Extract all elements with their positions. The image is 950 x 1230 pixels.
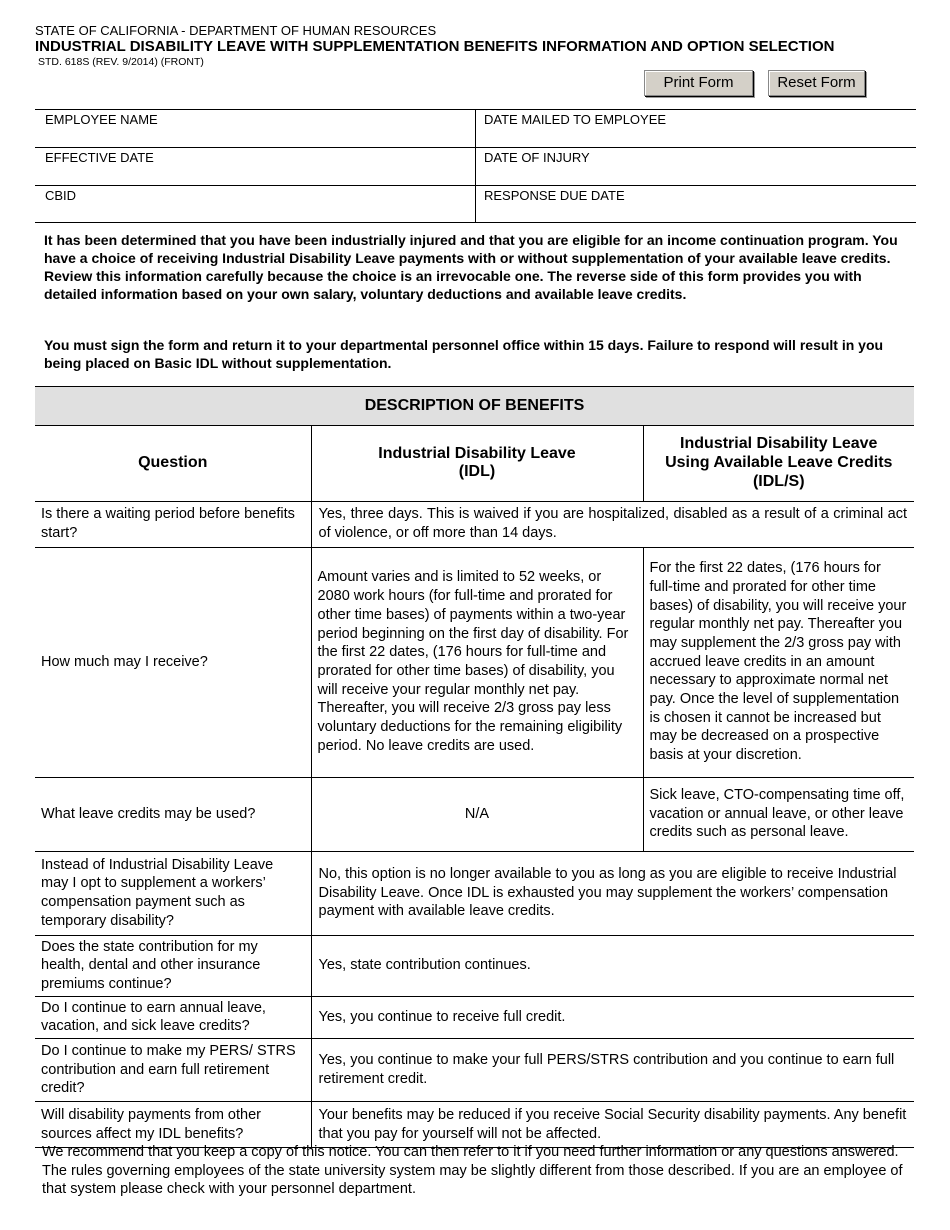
form-title: INDUSTRIAL DISABILITY LEAVE WITH SUPPLEMENTATION BENEFITS INFORMATION AND OPTION SELECTION bbox=[35, 38, 835, 55]
question-other-sources: Will disability payments from other sources affect my IDL benefits? bbox=[35, 1102, 311, 1148]
benefits-heading: DESCRIPTION OF BENEFITS bbox=[35, 386, 914, 426]
table-row bbox=[35, 777, 914, 851]
benefits-table bbox=[35, 426, 914, 1148]
answer-pers-strs: Yes, you continue to make your full PERS/STRS contribution and you continue to earn full retirement credit. bbox=[311, 1039, 914, 1102]
instruction-paragraph: You must sign the form and return it to your departmental personnel office within 15 days. Failure to respond will result in you being placed on Basic IDL without supplementation. bbox=[44, 337, 884, 371]
agency-name: STATE OF CALIFORNIA - DEPARTMENT OF HUMAN RESOURCES bbox=[35, 23, 437, 38]
question-supplement-wc: Instead of Industrial Disability Leave may I opt to supplement a workers’ compensation payment such as temporary disability? bbox=[35, 851, 311, 935]
answer-leave-credits-idl: N/A bbox=[311, 777, 643, 851]
answer-other-sources: Your benefits may be reduced if you receive Social Security disability payments. Any benefit that you pay for yourself will not be affected. bbox=[311, 1102, 914, 1148]
answer-supplement-wc: No, this option is no longer available to you as long as you are eligible to receive Industrial Disability Leave. Once IDL is exhausted you may supplement the workers’ compensation payment with available leave credits. bbox=[311, 851, 914, 935]
intro-paragraph: It has been determined that you have been industrially injured and that you are eligible for an income continuation program. You have a choice of receiving Industrial Disability Leave payments with or without supplementation of your available leave credits. Review this information carefully because the choice is an irrevocable one. The reverse side of this form provides you with detailed information based on your own salary, voluntary deductions and available leave credits. bbox=[44, 232, 898, 302]
answer-how-much-idls: For the first 22 dates, (176 hours for full-time and prorated for other time bases) of disability, you will receive your regular monthly net pay. Thereafter you may supplement the 2/3 gross pay with accrued leave credits in an amount necessary to approximate normal net pay. Once the level of supplementation is chosen it cannot be increased but may be decreased on a prospective basis at your discretion. bbox=[643, 547, 914, 777]
column-header-idl-line2: (IDL) bbox=[458, 463, 496, 481]
column-header-question: Question bbox=[35, 426, 311, 501]
reset-form-button[interactable]: Reset Form bbox=[768, 70, 865, 96]
answer-waiting-period: Yes, three days. This is waived if you are hospitalized, disabled as a result of a criminal act of violence, or off more than 14 days. bbox=[311, 501, 914, 547]
date-mailed-field[interactable] bbox=[476, 110, 916, 147]
answer-annual-leave: Yes, you continue to receive full credit. bbox=[311, 996, 914, 1038]
question-leave-credits: What leave credits may be used? bbox=[35, 777, 311, 851]
table-row bbox=[35, 1039, 914, 1102]
answer-leave-credits-idls: Sick leave, CTO-compensating time off, vacation or annual leave, or other leave credits such as personal leave. bbox=[643, 777, 914, 851]
effective-date-field[interactable] bbox=[35, 148, 476, 185]
response-due-label: RESPONSE DUE DATE bbox=[484, 188, 625, 203]
date-of-injury-label: DATE OF INJURY bbox=[484, 150, 590, 165]
question-pers-strs: Do I continue to make my PERS/ STRS contribution and earn full retirement credit? bbox=[35, 1039, 311, 1102]
employee-name-label: EMPLOYEE NAME bbox=[45, 112, 158, 127]
question-waiting-period: Is there a waiting period before benefits start? bbox=[35, 501, 311, 547]
employee-name-field[interactable] bbox=[35, 110, 476, 147]
column-header-idl bbox=[311, 426, 643, 501]
response-due-field[interactable] bbox=[476, 186, 916, 222]
column-header-idl-line1: Industrial Disability Leave bbox=[378, 444, 576, 462]
cbid-label: CBID bbox=[45, 188, 77, 203]
employee-info-grid bbox=[35, 109, 916, 223]
date-mailed-label: DATE MAILED TO EMPLOYEE bbox=[484, 112, 667, 127]
answer-insurance: Yes, state contribution continues. bbox=[311, 935, 914, 996]
cbid-field[interactable] bbox=[35, 186, 476, 222]
footer-notice: We recommend that you keep a copy of this notice. You can then refer to it if you need further information or any questions answered. The rules governing employees of the state university system may be slightly different from those described. If you are an employee of that system please check with your personnel department. bbox=[42, 1144, 903, 1198]
table-row bbox=[35, 851, 914, 935]
table-row bbox=[35, 547, 914, 777]
column-header-idls-line3: (IDL/S) bbox=[752, 472, 805, 490]
column-header-idls bbox=[643, 426, 914, 501]
column-header-idls-line2: Using Available Leave Credits bbox=[665, 453, 893, 471]
answer-how-much-idl: Amount varies and is limited to 52 weeks, or 2080 work hours (for full-time and prorated for other time bases) of payments within a two-year period beginning on the first day of disability. For the first 22 dates, (176 hours for full-time and prorated for other time bases) of disability, you will receive your regular monthly net pay. Thereafter, you will receive 2/3 gross pay less voluntary deductions for the remaining eligibility period. No leave credits are used. bbox=[311, 547, 643, 777]
table-row bbox=[35, 935, 914, 996]
table-row bbox=[35, 996, 914, 1038]
column-header-idls-line1: Industrial Disability Leave bbox=[680, 435, 878, 453]
date-of-injury-field[interactable] bbox=[476, 148, 916, 185]
question-how-much: How much may I receive? bbox=[35, 547, 311, 777]
table-row bbox=[35, 1102, 914, 1148]
effective-date-label: EFFECTIVE DATE bbox=[45, 150, 154, 165]
form-number: STD. 618S (REV. 9/2014) (FRONT) bbox=[38, 56, 204, 68]
table-header-row bbox=[35, 426, 914, 501]
question-insurance: Does the state contribution for my health, dental and other insurance premiums continue? bbox=[35, 935, 311, 996]
print-form-button[interactable]: Print Form bbox=[644, 70, 753, 96]
question-annual-leave: Do I continue to earn annual leave, vacation, and sick leave credits? bbox=[35, 996, 311, 1038]
table-row bbox=[35, 501, 914, 547]
